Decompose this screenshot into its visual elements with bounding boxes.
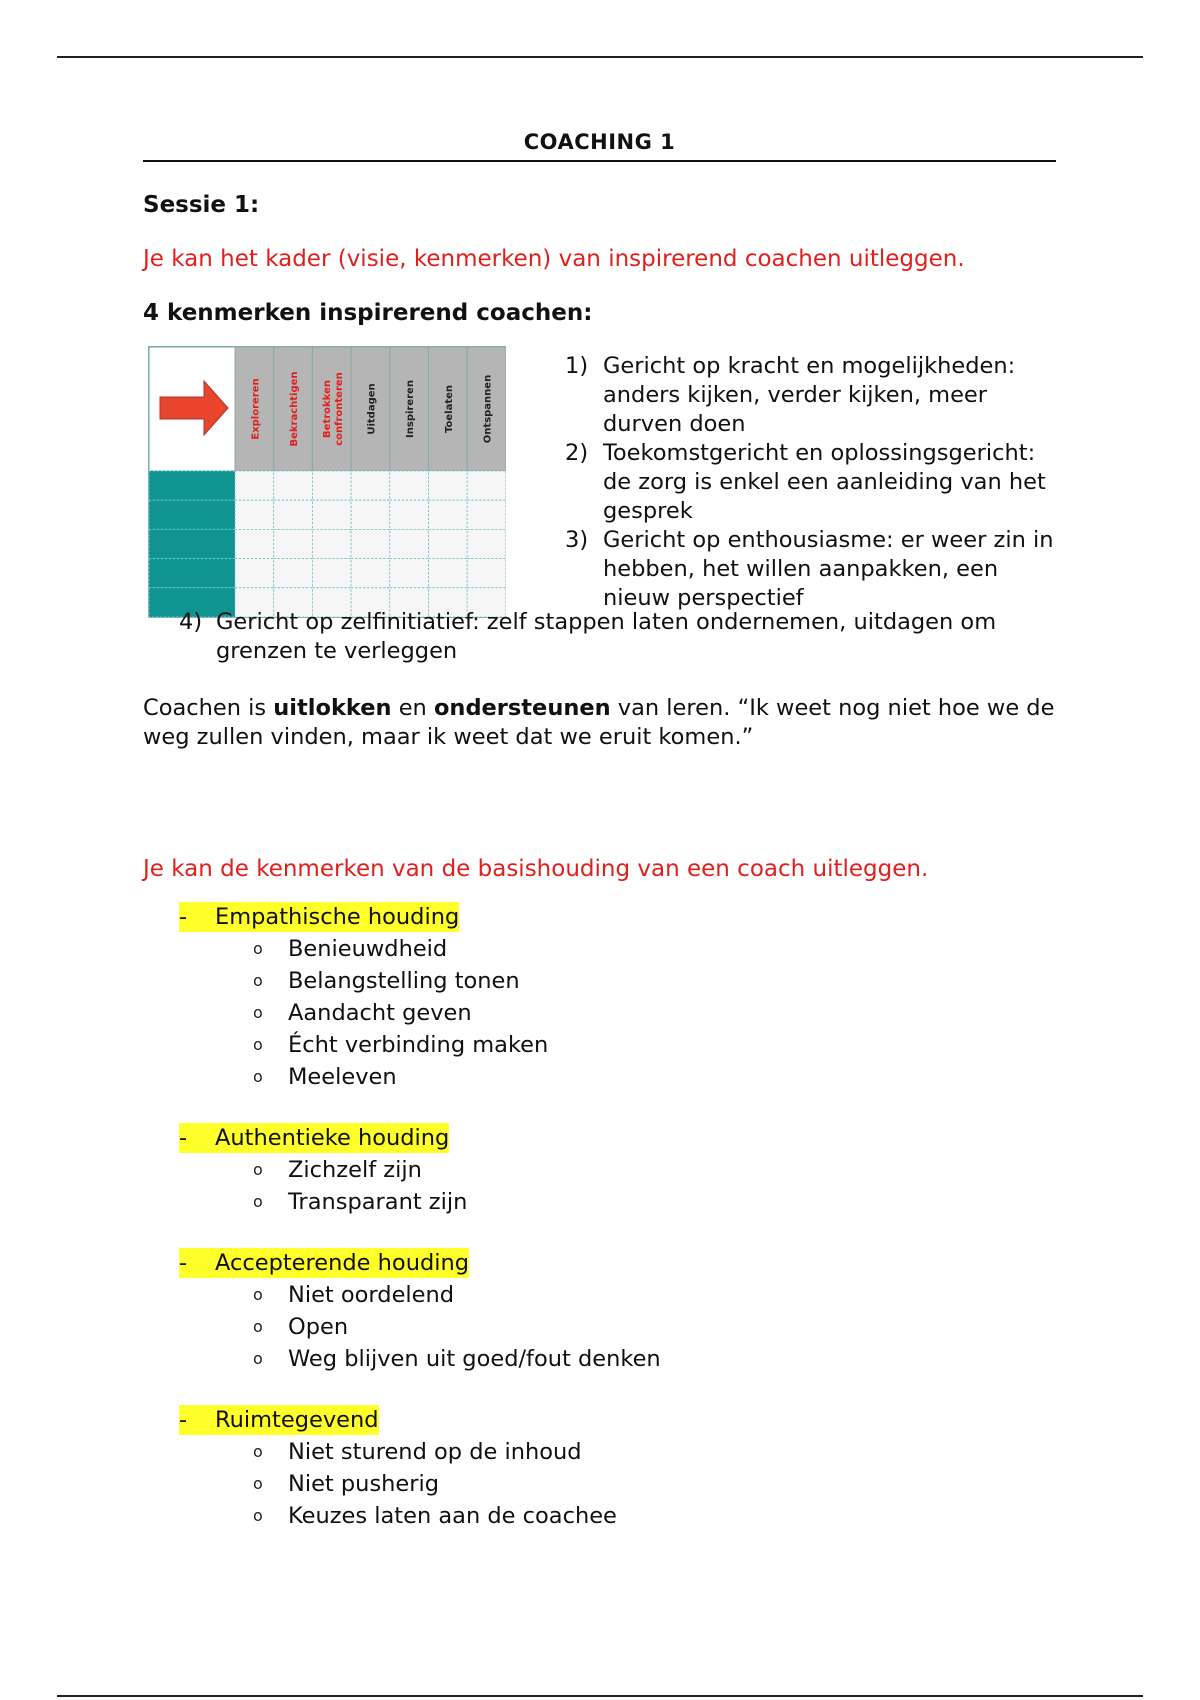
list-item: o Meeleven: [253, 1064, 397, 1090]
row-header-cell: [149, 529, 235, 558]
grid-cell: [351, 471, 390, 500]
grid-cell: [351, 500, 390, 529]
column-label: Toelaten: [443, 384, 455, 434]
group-empathic: [143, 902, 1056, 1093]
list-item: o Écht verbinding maken: [253, 1032, 549, 1058]
group-title: - Authentieke houding: [179, 1125, 450, 1151]
features-heading: 4 kenmerken inspirerend coachen:: [143, 300, 593, 326]
list-item: o Zichzelf zijn: [253, 1157, 422, 1183]
grid-cell: [467, 559, 506, 588]
grid-cell: [312, 500, 351, 529]
learning-goal-1: Je kan het kader (visie, kenmerken) van inspirerend coachen uitleggen.: [143, 246, 965, 272]
row-header-cell: [149, 471, 235, 500]
group-title: - Ruimtegevend: [179, 1407, 379, 1433]
learning-goal-2: Je kan de kenmerken van de basishouding van een coach uitleggen.: [143, 856, 929, 882]
feature-item-1: 1) Gericht op kracht en mogelijkheden: anders kijken, verder kijken, meer durven doen: [565, 353, 1016, 437]
grid-cell: [312, 471, 351, 500]
grid-cell: [312, 559, 351, 588]
grid-cell: [274, 471, 313, 500]
column-label: Uitdagen: [366, 383, 378, 435]
features-section: [143, 342, 1056, 618]
grid-cell: [274, 559, 313, 588]
page-title: COACHING 1: [143, 130, 1056, 162]
document-page: [143, 130, 1056, 1532]
grid-cell: [429, 471, 468, 500]
list-item: o Open: [253, 1314, 349, 1340]
grid-cell: [235, 471, 274, 500]
header-row: [235, 347, 506, 471]
grid-cell: [429, 559, 468, 588]
grid-cell: [390, 500, 429, 529]
grid-cell: [235, 500, 274, 529]
list-item: o Aandacht geven: [253, 1000, 472, 1026]
list-item: o Benieuwdheid: [253, 936, 448, 962]
grid-cell: [274, 529, 313, 558]
group-accepting: [143, 1248, 1056, 1375]
list-item: o Weg blijven uit goed/fout denken: [253, 1346, 661, 1372]
grid-cell: [274, 500, 313, 529]
row-header-cell: [149, 500, 235, 529]
grid-cell: [429, 529, 468, 558]
grid-cell: [312, 529, 351, 558]
grid-cell: [390, 529, 429, 558]
column-label: Exploreren: [250, 378, 262, 440]
grid-body: [235, 471, 506, 617]
attitude-groups: [143, 902, 1056, 1532]
grid-cell: [235, 529, 274, 558]
feature-item-2: 2) Toekomstgericht en oplossingsgericht: de zorg is enkel een aanleiding van het gesprek: [565, 440, 1046, 524]
coaching-grid-diagram: [148, 346, 506, 618]
group-space-giving: [143, 1405, 1056, 1532]
group-title: - Accepterende houding: [179, 1250, 470, 1276]
grid-cell: [467, 500, 506, 529]
grid-cell: [351, 559, 390, 588]
list-item: o Niet sturend op de inhoud: [253, 1439, 582, 1465]
column-label: Bekrachtigen: [289, 371, 301, 447]
column-label: Ontspannen: [482, 374, 494, 444]
feature-item-3: 3) Gericht op enthousiasme: er weer zin in hebben, het willen aanpakken, een nieuw perspectief: [565, 527, 1054, 611]
grid-cell: [390, 559, 429, 588]
list-item: o Belangstelling tonen: [253, 968, 520, 994]
row-header-cell: [149, 559, 235, 588]
list-item: o Niet pusherig: [253, 1471, 440, 1497]
grid-cell: [235, 559, 274, 588]
list-item: o Keuzes laten aan de coachee: [253, 1503, 617, 1529]
coaching-definition: Coachen is uitlokken en ondersteunen van leren. “Ik weet nog niet hoe we de weg zullen vinden, maar ik weet dat we eruit komen.”: [143, 695, 1055, 750]
group-title: - Empathische houding: [179, 904, 460, 930]
features-list: [565, 352, 1065, 613]
column-label: Inspireren: [405, 380, 417, 438]
list-item: o Niet oordelend: [253, 1282, 455, 1308]
grid-cell: [390, 471, 429, 500]
top-rule: [57, 56, 1143, 58]
grid-cell: [429, 500, 468, 529]
left-teal-column: [149, 471, 235, 617]
column-label: Betrokken: [321, 380, 333, 438]
column-label: confronteren: [333, 372, 345, 446]
grid-cell: [351, 529, 390, 558]
grid-cell: [467, 529, 506, 558]
bottom-rule: [57, 1695, 1143, 1697]
feature-item-4: 4) Gericht op zelfinitiatief: zelf stappen laten ondernemen, uitdagen om grenzen te verleggen: [179, 609, 997, 664]
list-item: o Transparant zijn: [253, 1189, 468, 1215]
group-authentic: [143, 1123, 1056, 1218]
grid-cell: [467, 471, 506, 500]
session-heading: Sessie 1:: [143, 192, 260, 218]
